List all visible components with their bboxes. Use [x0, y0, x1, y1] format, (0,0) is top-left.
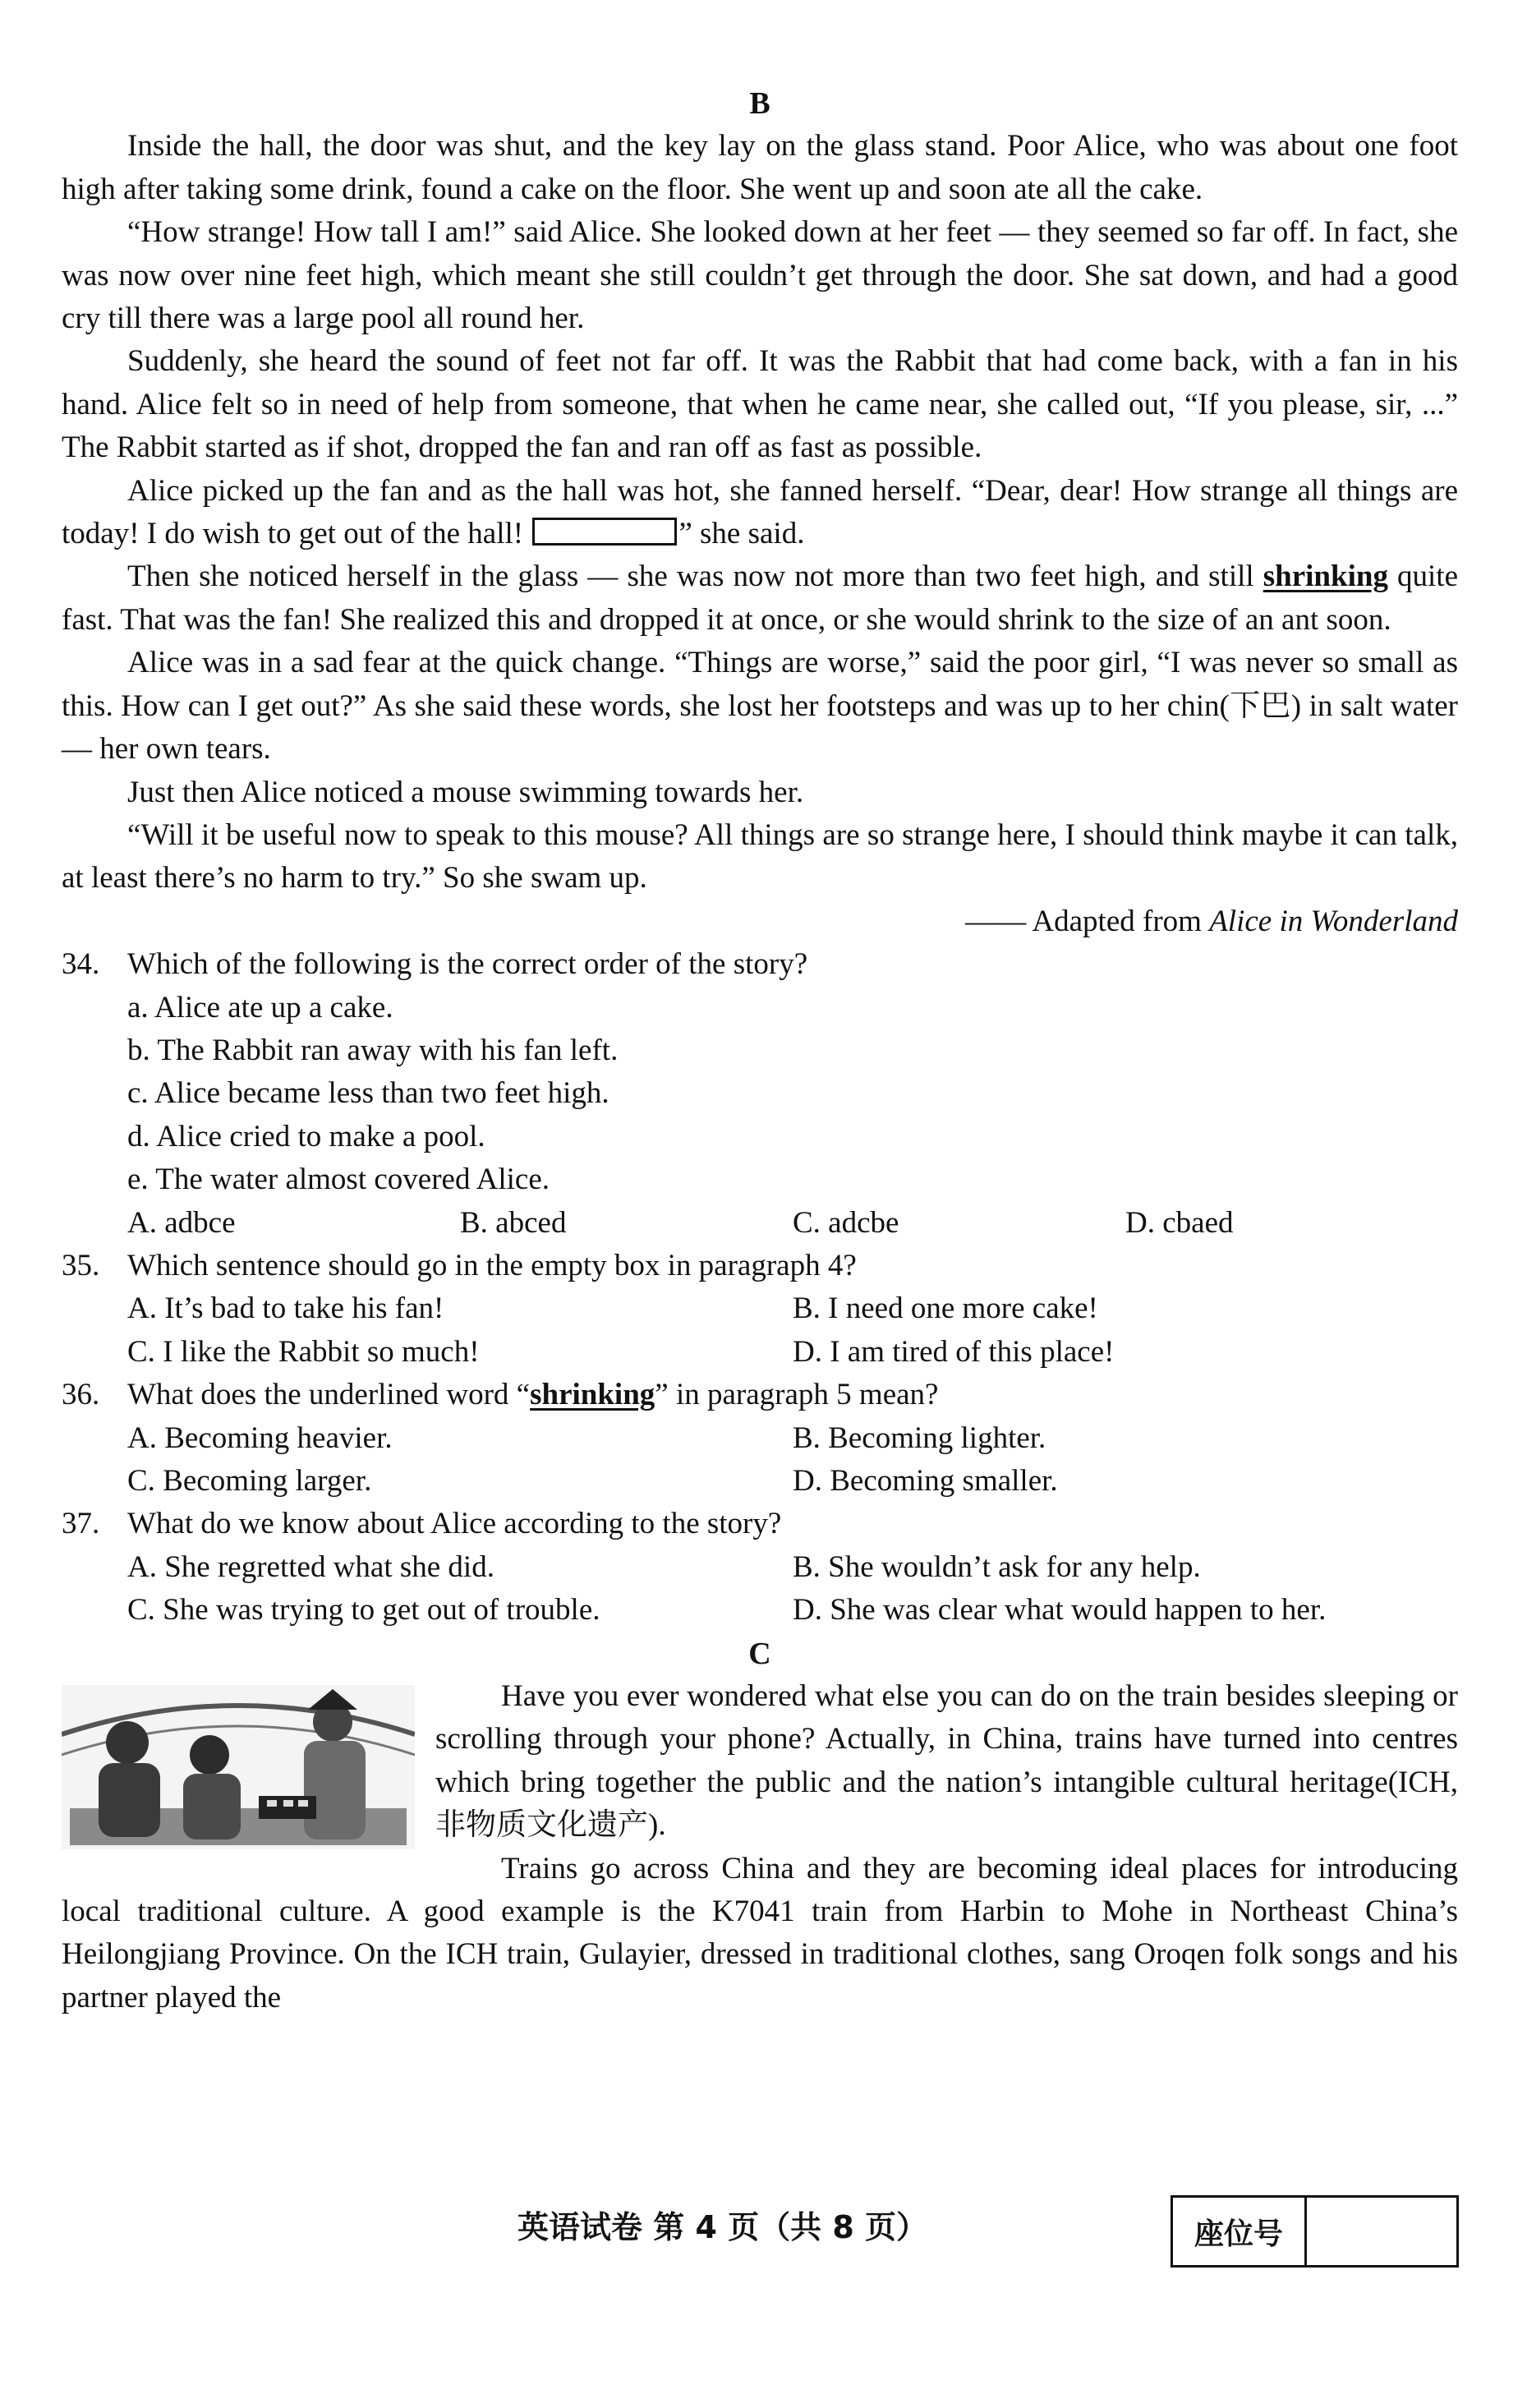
page-number-label: 英语试卷 第 4 页（共 8 页）	[517, 2209, 928, 2245]
option-d[interactable]: D. Becoming smaller.	[793, 1464, 1058, 1498]
question-text-end: ” in paragraph 5 mean?	[655, 1378, 939, 1412]
question-35	[62, 1245, 1458, 1287]
list-item: e. The water almost covered Alice.	[127, 1163, 550, 1197]
question-number: 35.	[62, 1248, 100, 1282]
paragraph-5	[62, 555, 1458, 642]
seat-number-label: 座位号	[1173, 2198, 1307, 2265]
paragraph-8: “Will it be useful now to speak to this mouse? All things are so strange here, I should think maybe it can talk, at least there’s no harm to try.” So she swam up.	[62, 817, 1458, 896]
section-b-heading: B	[749, 86, 770, 121]
option-a[interactable]: A. It’s bad to take his fan!	[127, 1291, 444, 1326]
q34-options	[62, 1202, 1458, 1245]
option-c[interactable]: C. I like the Rabbit so much!	[127, 1334, 480, 1369]
paragraph-4-end: ” she said.	[678, 517, 805, 551]
attribution	[62, 900, 1458, 943]
question-36	[62, 1374, 1458, 1416]
underlined-word: shrinking	[530, 1378, 655, 1412]
question-34	[62, 943, 1458, 986]
section-c-paragraph-2: Trains go across China and they are becoming ideal places for introducing local traditional culture. A good example is the K7041 train from Harbin to Mohe in Northeast China’s Heilongjiang Province. On the ICH train, Gulayier, dressed in traditional clothes, sang Oroqen folk songs and his partner played the	[62, 1851, 1458, 2014]
question-number: 34.	[62, 947, 100, 982]
paragraph-4	[62, 470, 1458, 556]
section-c-paragraph-1: Have you ever wondered what else you can do on the train besides sleeping or scrolling through your phone? Actually, in China, trains have turned into centres which bring together the public and the nation’s intangible cultural heritage(ICH, 非物质文化遗产).	[435, 1679, 1458, 1843]
paragraph-4-text: Alice picked up the fan and as the hall was hot, she fanned herself. “Dear, dear! How strange all things are today! I do wish to get out of the hall!	[62, 473, 1458, 551]
option-b[interactable]: B. Becoming lighter.	[793, 1420, 1046, 1455]
list-item: a. Alice ate up a cake.	[127, 990, 393, 1024]
question-number: 36.	[62, 1378, 100, 1412]
q35-options-row-1	[62, 1287, 1458, 1330]
question-number: 37.	[62, 1507, 100, 1541]
question-text: Which sentence should go in the empty box in paragraph 4?	[127, 1248, 857, 1282]
paragraph-2: “How strange! How tall I am!” said Alice. She looked down at her feet — they seemed so far off. In fact, she was now over nine feet high, which meant she still couldn’t get through the door. She sat down, and had a good cry till there was a large pool all round her.	[62, 215, 1458, 336]
question-text: What does the underlined word “	[127, 1378, 531, 1412]
paragraph-3: Suddenly, she heard the sound of feet not far off. It was the Rabbit that had come back, with a fan in his hand. Alice felt so in need of help from someone, that when he came near, she called out, “If you please, sir, ...” The Rabbit started as if shot, dropped the fan and ran off as fast as possible.	[62, 344, 1458, 465]
q35-options-row-2	[62, 1331, 1458, 1374]
underlined-word: shrinking	[1263, 559, 1388, 594]
q36-options-row-1	[62, 1417, 1458, 1460]
list-item: d. Alice cried to make a pool.	[127, 1119, 485, 1153]
paragraph-6: Alice was in a sad fear at the quick change. “Things are worse,” said the poor girl, “I was never so small as this. How can I get out?” As she said these words, she lost her footsteps and was up to her chin(下巴) in salt water — her own tears.	[62, 646, 1458, 767]
option-b[interactable]: B. She wouldn’t ask for any help.	[793, 1549, 1201, 1584]
option-b[interactable]: B. I need one more cake!	[793, 1291, 1098, 1326]
q37-options-row-1	[62, 1546, 1458, 1589]
page-footer	[0, 2185, 1527, 2268]
option-c[interactable]: C. She was trying to get out of trouble.	[127, 1593, 600, 1628]
option-d[interactable]: D. cbaed	[1125, 1205, 1234, 1240]
attribution-prefix: —— Adapted from	[965, 904, 1210, 938]
question-text: Which of the following is the correct order of the story?	[127, 947, 808, 982]
seat-number-box	[1171, 2195, 1459, 2268]
paragraph-5-text: Then she noticed herself in the glass — she was now not more than two feet high, and still	[127, 559, 1263, 594]
empty-answer-box	[532, 518, 677, 546]
section-c-body	[62, 1675, 1458, 2019]
train-performers-illustration	[62, 1685, 415, 1849]
page-content	[62, 82, 1458, 2019]
option-a[interactable]: A. Becoming heavier.	[127, 1420, 393, 1455]
event-list	[62, 987, 1458, 1202]
paragraph-7: Just then Alice noticed a mouse swimming towards her.	[127, 775, 804, 809]
option-d[interactable]: D. She was clear what would happen to her.	[793, 1593, 1327, 1628]
option-b[interactable]: B. abced	[460, 1205, 567, 1240]
option-c[interactable]: C. adcbe	[793, 1205, 899, 1240]
seat-number-field[interactable]	[1307, 2198, 1456, 2265]
question-37	[62, 1503, 1458, 1545]
paragraph-1: Inside the hall, the door was shut, and the key lay on the glass stand. Poor Alice, who was about one foot high after taking some drink, found a cake on the floor. She went up and soon ate all the cake.	[62, 129, 1458, 206]
q37-options-row-2	[62, 1589, 1458, 1632]
option-d[interactable]: D. I am tired of this place!	[793, 1334, 1115, 1369]
list-item: c. Alice became less than two feet high.	[127, 1076, 609, 1111]
attribution-source: Alice in Wonderland	[1209, 904, 1458, 938]
option-c[interactable]: C. Becoming larger.	[127, 1464, 372, 1498]
option-a[interactable]: A. She regretted what she did.	[127, 1549, 494, 1584]
list-item: b. The Rabbit ran away with his fan left.	[127, 1033, 619, 1067]
paragraph-5-end: quite fast. That was the fan! She realized this and dropped it at once, or she would shrink to the size of an ant soon.	[62, 559, 1459, 637]
section-c-heading: C	[748, 1636, 771, 1671]
option-a[interactable]: A. adbce	[127, 1205, 236, 1240]
question-text: What do we know about Alice according to the story?	[127, 1507, 782, 1541]
q36-options-row-2	[62, 1460, 1458, 1503]
